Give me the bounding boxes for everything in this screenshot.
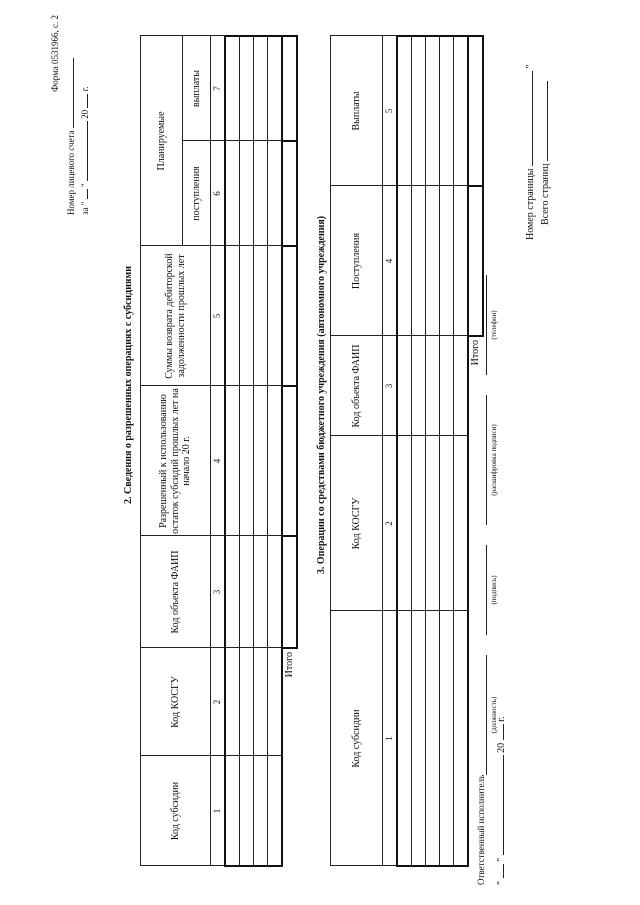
page-number-quote: " (525, 64, 536, 69)
header-date-row (80, 5, 90, 215)
table-cell[interactable] (426, 436, 440, 611)
col-planned-payments-header: выплаты (183, 36, 211, 141)
table-cell[interactable] (254, 386, 268, 536)
section3-title: 3. Операции со средствами бюджетного учреждения (автономного учреждения) (316, 215, 327, 575)
table-row (240, 36, 254, 866)
col-subsidy-code-header: Код субсидии (331, 611, 383, 866)
table-row (268, 36, 283, 866)
table-row (225, 36, 240, 866)
section2-table (140, 35, 298, 867)
table-cell[interactable] (225, 756, 240, 866)
page-number-row (525, 64, 536, 240)
footer-date-row (496, 716, 507, 885)
table-cell[interactable] (397, 186, 412, 336)
header-date-month-field[interactable] (87, 121, 88, 181)
table-row (397, 36, 412, 866)
col-payments-header: Выплаты (331, 36, 383, 186)
table-cell[interactable] (454, 36, 469, 186)
table-cell[interactable] (254, 756, 268, 866)
footer-date-month-field[interactable] (503, 755, 504, 855)
col-num: 4 (383, 186, 398, 336)
table-cell[interactable] (225, 648, 240, 756)
table-cell[interactable] (240, 386, 254, 536)
page-number-label: Номер страницы (525, 168, 536, 240)
form-number: Форма 0531966, с. 2 (50, 15, 60, 92)
table-cell[interactable] (454, 436, 469, 611)
col-receipts-header: Поступления (331, 186, 383, 336)
col-kosgu-header: Код КОСГУ (331, 436, 383, 611)
table-cell[interactable] (397, 611, 412, 866)
table-cell[interactable] (268, 536, 283, 648)
footer-date-quote-close: " (496, 857, 507, 862)
executor-label: Ответственный исполнитель (476, 774, 486, 885)
table-cell[interactable] (440, 186, 454, 336)
table-cell[interactable] (397, 336, 412, 436)
table-cell[interactable] (426, 611, 440, 866)
section2-title: 2. Сведения о разрешенных операциях с субсидиями (123, 266, 134, 504)
col-faip-header: Код объекта ФАИП (141, 536, 211, 648)
table-cell[interactable] (440, 336, 454, 436)
table-cell[interactable] (240, 648, 254, 756)
section3-column-numbers (383, 36, 398, 866)
table-cell[interactable] (254, 36, 268, 141)
position-caption: (должность) (490, 696, 498, 734)
col-faip-header: Код объекта ФАИП (331, 336, 383, 436)
footer-date-day-field[interactable] (503, 864, 504, 878)
table-cell[interactable] (254, 536, 268, 648)
table-cell[interactable] (397, 36, 412, 186)
total-label: Итого (470, 340, 482, 366)
table-cell[interactable] (268, 756, 283, 866)
name-field[interactable] (486, 395, 487, 525)
account-number-field[interactable] (73, 58, 74, 128)
footer-date-year-prefix: 20 (496, 742, 507, 753)
phone-caption: (телефон) (490, 310, 498, 340)
section2-total-row (282, 36, 297, 866)
header-date-prefix: за " (80, 201, 90, 215)
signature-caption: (подпись) (490, 575, 498, 605)
table-cell[interactable] (225, 36, 240, 141)
table-cell[interactable] (240, 756, 254, 866)
total-cell[interactable] (282, 36, 297, 141)
total-label: Итого (284, 652, 296, 678)
header-date-year-suffix: г. (80, 86, 90, 92)
footer-date-quote-open: " (496, 880, 507, 885)
total-pages-label: Всего страниц (540, 163, 551, 225)
table-cell[interactable] (254, 246, 268, 386)
page-number-field[interactable] (532, 71, 533, 166)
position-field[interactable] (486, 655, 487, 775)
table-cell[interactable] (240, 246, 254, 386)
table-cell[interactable] (412, 186, 426, 336)
col-receivables-header: Суммы возврата дебиторской задолженности прошлых лет (141, 246, 211, 386)
col-num: 5 (211, 246, 226, 386)
account-number-row (66, 5, 76, 215)
col-num: 1 (383, 611, 398, 866)
table-row (454, 36, 469, 866)
col-remainder-header: Разрешенный к использованию остаток субсидий прошлых лет на начало 20 г. (141, 386, 211, 536)
table-cell[interactable] (254, 141, 268, 246)
table-cell[interactable] (254, 648, 268, 756)
table-cell[interactable] (440, 36, 454, 186)
col-num: 5 (383, 36, 398, 186)
table-cell[interactable] (426, 36, 440, 186)
col-kosgu-header: Код КОСГУ (141, 648, 211, 756)
total-pages-field[interactable] (547, 81, 548, 161)
table-cell[interactable] (268, 246, 283, 386)
table-cell[interactable] (268, 648, 283, 756)
col-num: 4 (211, 386, 226, 536)
table-cell[interactable] (268, 141, 283, 246)
total-cell[interactable] (282, 386, 297, 536)
total-cell[interactable] (282, 246, 297, 386)
table-cell[interactable] (426, 336, 440, 436)
total-cell[interactable] (468, 36, 483, 186)
table-cell[interactable] (440, 436, 454, 611)
table-cell[interactable] (225, 141, 240, 246)
table-row (426, 36, 440, 866)
name-caption: (расшифровка подписи) (490, 424, 498, 496)
table-cell[interactable] (454, 611, 469, 866)
table-cell[interactable] (397, 436, 412, 611)
table-cell[interactable] (412, 436, 426, 611)
table-cell[interactable] (454, 186, 469, 336)
section3-total-row (468, 36, 483, 866)
table-row (440, 36, 454, 866)
col-num: 1 (211, 756, 226, 866)
table-cell[interactable] (240, 536, 254, 648)
table-cell[interactable] (240, 36, 254, 141)
col-planned-header: Планируемые (141, 36, 183, 246)
col-num: 6 (211, 141, 226, 246)
table-cell[interactable] (412, 611, 426, 866)
signature-field[interactable] (486, 545, 487, 635)
col-num: 2 (211, 648, 226, 756)
col-planned-receipts-header: поступления (183, 141, 211, 246)
table-cell[interactable] (412, 36, 426, 186)
table-cell[interactable] (426, 186, 440, 336)
table-cell[interactable] (225, 246, 240, 386)
header-date-year-prefix: 20 (80, 109, 90, 119)
table-cell[interactable] (225, 536, 240, 648)
col-num: 7 (211, 36, 226, 141)
account-number-label: Номер лицевого счета (66, 130, 76, 215)
total-cell[interactable] (282, 141, 297, 246)
phone-field[interactable] (486, 275, 487, 375)
header-date-year-field[interactable] (87, 94, 88, 108)
table-cell[interactable] (440, 611, 454, 866)
table-cell[interactable] (268, 36, 283, 141)
section2-column-numbers (211, 36, 226, 866)
table-row (254, 36, 268, 866)
table-cell[interactable] (240, 141, 254, 246)
header-date-quote: " (80, 183, 90, 188)
footer-date-year-field[interactable] (503, 724, 504, 740)
col-num: 3 (383, 336, 398, 436)
table-cell[interactable] (225, 386, 240, 536)
total-cell[interactable] (282, 536, 297, 648)
total-pages-row (540, 81, 551, 225)
header-date-day-field[interactable] (87, 189, 88, 199)
total-cell[interactable] (468, 186, 483, 336)
col-num: 2 (383, 436, 398, 611)
table-cell[interactable] (268, 386, 283, 536)
table-cell[interactable] (412, 336, 426, 436)
footer-date-year-suffix: г. (496, 716, 507, 722)
table-cell[interactable] (454, 336, 469, 436)
col-num: 3 (211, 536, 226, 648)
col-subsidy-code-header: Код субсидии (141, 756, 211, 866)
section3-table (330, 35, 484, 867)
table-row (412, 36, 426, 866)
